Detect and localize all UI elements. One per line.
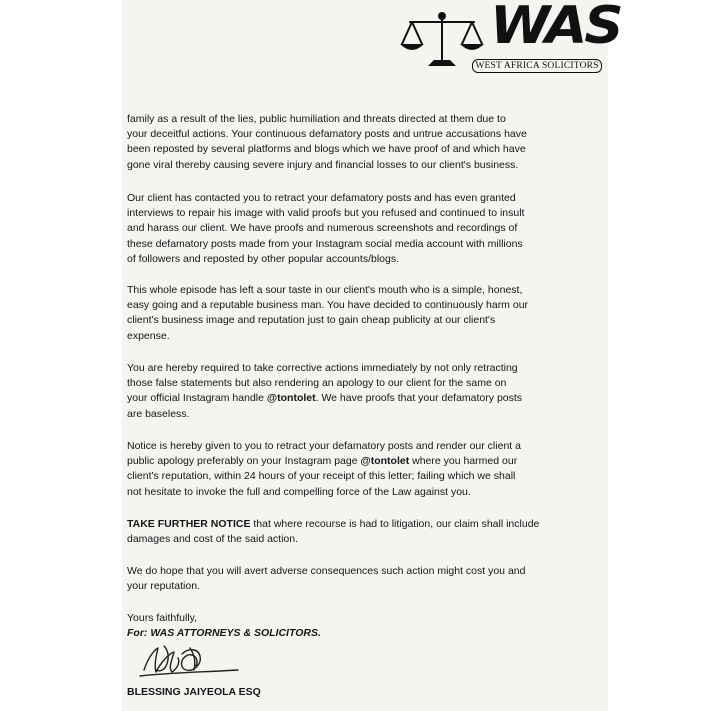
text-line: Our client has contacted you to retract your defamatory posts and has even granted <box>127 192 516 204</box>
text-line: are baseless. <box>127 407 190 420</box>
text-line: client's business image and reputation just to gain cheap publicity at our client's <box>127 314 496 327</box>
instagram-handle: @tontolet <box>266 392 316 405</box>
notice-heading: TAKE FURTHER NOTICE <box>127 518 251 530</box>
text-line: family as a result of the lies, public humiliation and threats directed at them due to <box>127 113 506 125</box>
text-line: of followers and reposted by other popular accounts/blogs. <box>127 252 400 265</box>
text-segment: your official Instagram handle <box>127 392 267 405</box>
letterhead-logo <box>398 0 621 74</box>
text-line: and harass our client. We have proofs and numerous screenshots and recordings of <box>127 222 518 235</box>
paragraph-2 <box>127 191 563 267</box>
text-segment: where you harmed our <box>409 455 518 468</box>
text-line: This whole episode has left a sour taste in our client's mouth who is a simple, honest, <box>127 284 523 296</box>
scales-of-justice-icon <box>398 10 486 68</box>
text-line: Notice is hereby given to you to retract your defamatory posts and render our client a <box>127 440 521 452</box>
text-line: not hesitate to invoke the full and compelling force of the Law against you. <box>127 485 471 498</box>
text-segment: that where recourse is had to litigation, our claim shall include <box>250 518 540 530</box>
text-line: been reposted by several platforms and blogs which we have proof of and which have <box>127 143 526 156</box>
text-line: gone viral thereby causing severe injury and financial losses to our client's business. <box>127 158 519 171</box>
paragraph-7 <box>127 564 563 594</box>
closing-salutation: Yours faithfully, <box>127 612 198 624</box>
closing <box>127 611 563 641</box>
text-line: interviews to repair his image with valid proofs but you refused and continued to insult <box>127 207 525 220</box>
text-line: damages and cost of the said action. <box>127 533 299 546</box>
paragraph-1 <box>127 112 563 173</box>
text-line: your reputation. <box>127 580 200 593</box>
text-line: these defamatory posts made from your Instagram social media account with millions <box>127 237 523 250</box>
text-line: those false statements but also rendering an apology to our client for the same on <box>127 377 507 390</box>
text-line: expense. <box>127 329 170 342</box>
brand-logo-text: WAS <box>490 0 621 56</box>
brand-subtitle: WEST AFRICA SOLICITORS <box>472 59 602 73</box>
signatory-name: BLESSING JAIYEOLA ESQ <box>127 686 261 698</box>
handwritten-signature <box>134 640 244 684</box>
text-line: your deceitful actions. Your continuous defamatory posts and untrue accusations have <box>127 128 527 141</box>
instagram-handle: @tontolet <box>360 455 410 468</box>
text-segment: . We have proofs that your defamatory posts <box>315 392 523 405</box>
paragraph-5 <box>127 439 563 500</box>
text-line <box>127 391 563 406</box>
text-line <box>127 454 563 469</box>
text-line: We do hope that you will avert adverse consequences such action might cost you and <box>127 565 526 577</box>
text-line: client's reputation, within 24 hours of your receipt of this letter; failing which we shall <box>127 470 516 483</box>
paragraph-3 <box>127 283 563 344</box>
text-line <box>127 517 563 532</box>
letter-sheet <box>122 0 608 711</box>
closing-firm: For: WAS ATTORNEYS & SOLICITORS. <box>127 627 321 640</box>
paragraph-4 <box>127 361 563 422</box>
text-segment: public apology preferably on your Instagram page <box>127 455 361 468</box>
text-line: easy going and a reputable business man. You have decided to continuously harm our <box>127 299 529 312</box>
paragraph-6 <box>127 517 563 547</box>
text-line: You are hereby required to take corrective actions immediately by not only retracting <box>127 362 518 374</box>
